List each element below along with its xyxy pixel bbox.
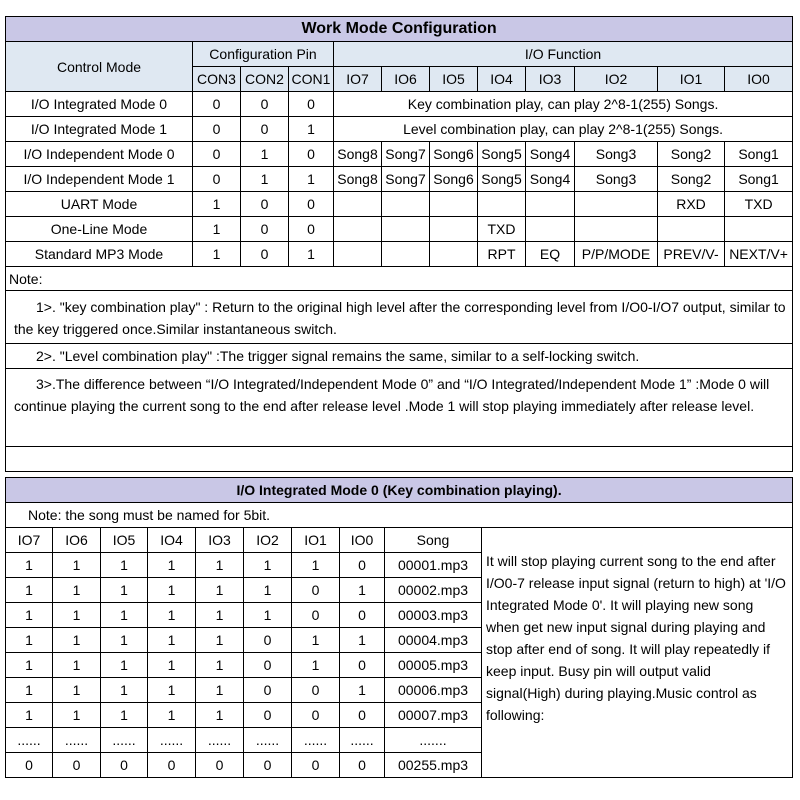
mode-cell: Standard MP3 Mode bbox=[6, 242, 193, 267]
bit-cell: 1 bbox=[148, 553, 196, 578]
io-cell bbox=[430, 217, 478, 242]
mode-cell: I/O Independent Mode 1 bbox=[6, 167, 193, 192]
config-pin-header: Configuration Pin bbox=[193, 42, 334, 67]
io-cell: Song1 bbox=[725, 142, 793, 167]
table-row bbox=[6, 242, 793, 267]
pin-header: CON1 bbox=[289, 67, 334, 92]
pin-cell: 0 bbox=[289, 217, 334, 242]
bit-cell: 0 bbox=[244, 628, 292, 653]
io-col-header: IO6 bbox=[53, 528, 101, 553]
bit-cell: 1 bbox=[340, 628, 385, 653]
pin-cell: 0 bbox=[241, 192, 289, 217]
pin-cell: 1 bbox=[241, 167, 289, 192]
pin-cell: 0 bbox=[241, 242, 289, 267]
table-row bbox=[6, 117, 793, 142]
io-cell: EQ bbox=[526, 242, 575, 267]
io-col-header: IO4 bbox=[478, 67, 526, 92]
mode-cell: UART Mode bbox=[6, 192, 193, 217]
song-cell: 00005.mp3 bbox=[385, 653, 482, 678]
integrated-title: I/O Integrated Mode 0 (Key combination playing). bbox=[6, 478, 793, 503]
io-col-header: IO2 bbox=[575, 67, 658, 92]
bit-cell: 1 bbox=[6, 678, 53, 703]
bit-cell: 1 bbox=[101, 603, 148, 628]
control-mode-header: Control Mode bbox=[6, 42, 193, 92]
ellipsis-cell: ...... bbox=[196, 728, 244, 753]
bit-cell: 0 bbox=[196, 753, 244, 778]
bit-cell: 0 bbox=[244, 753, 292, 778]
bit-cell: 1 bbox=[196, 578, 244, 603]
note-label: Note: bbox=[6, 267, 793, 291]
song-cell: 00001.mp3 bbox=[385, 553, 482, 578]
io-col-header: IO1 bbox=[658, 67, 725, 92]
pin-cell: 1 bbox=[289, 167, 334, 192]
io-cell bbox=[575, 217, 658, 242]
bit-cell: 1 bbox=[148, 653, 196, 678]
io-cell: Song3 bbox=[575, 167, 658, 192]
bit-cell: 0 bbox=[53, 753, 101, 778]
pin-cell: 0 bbox=[289, 142, 334, 167]
bit-cell: 1 bbox=[101, 703, 148, 728]
integrated-description: It will stop playing current song to the end after I/O0-7 release input signal (return to high) at 'I/O Integrated Mode 0'. It will playing new song when get new input signal during playing and stop after end of song. It will play repeatedly if keep input. Busy pin will output valid signal(High) during playing.Music control as following: bbox=[482, 528, 793, 778]
io-col-header: IO4 bbox=[148, 528, 196, 553]
note-3: 3>.The difference between “I/O Integrated/Independent Mode 0” and “I/O Integrated/Independent Mode 1” :Mode 0 will continue playing the current song to the end after release level .Mode 1 will stop playing immediately after release level. bbox=[6, 369, 793, 447]
pin-cell: 1 bbox=[241, 142, 289, 167]
bit-cell: 1 bbox=[340, 678, 385, 703]
io-cell: Song1 bbox=[725, 167, 793, 192]
io-cell: Song7 bbox=[382, 167, 430, 192]
io-col-header: IO7 bbox=[334, 67, 382, 92]
table-row bbox=[6, 142, 793, 167]
work-mode-title: Work Mode Configuration bbox=[6, 17, 793, 42]
bit-cell: 0 bbox=[244, 678, 292, 703]
song-cell: 00255.mp3 bbox=[385, 753, 482, 778]
bit-cell: 0 bbox=[244, 703, 292, 728]
bit-cell: 1 bbox=[196, 628, 244, 653]
io-cell bbox=[382, 217, 430, 242]
bit-cell: 1 bbox=[6, 628, 53, 653]
bit-cell: 1 bbox=[53, 603, 101, 628]
pin-cell: 0 bbox=[193, 117, 241, 142]
io-cell bbox=[526, 217, 575, 242]
io-cell bbox=[575, 192, 658, 217]
bit-cell: 0 bbox=[292, 753, 340, 778]
io-cell: RXD bbox=[658, 192, 725, 217]
song-cell: 00007.mp3 bbox=[385, 703, 482, 728]
mode-cell: I/O Integrated Mode 1 bbox=[6, 117, 193, 142]
bit-cell: 1 bbox=[148, 678, 196, 703]
song-cell: 00004.mp3 bbox=[385, 628, 482, 653]
bit-cell: 1 bbox=[6, 603, 53, 628]
bit-cell: 1 bbox=[196, 703, 244, 728]
io-col-header: IO3 bbox=[196, 528, 244, 553]
ellipsis-cell: ...... bbox=[340, 728, 385, 753]
mode-cell: I/O Integrated Mode 0 bbox=[6, 92, 193, 117]
io-cell: Song5 bbox=[478, 142, 526, 167]
bit-cell: 0 bbox=[101, 753, 148, 778]
pin-cell: 0 bbox=[193, 142, 241, 167]
io-col-header: IO5 bbox=[430, 67, 478, 92]
bit-cell: 1 bbox=[148, 703, 196, 728]
pin-cell: 0 bbox=[241, 217, 289, 242]
io-cell: Song4 bbox=[526, 142, 575, 167]
io-cell: TXD bbox=[478, 217, 526, 242]
note-2: 2>. "Level combination play" :The trigger signal remains the same, similar to a self-locking switch. bbox=[6, 344, 793, 369]
bit-cell: 1 bbox=[101, 628, 148, 653]
bit-cell: 0 bbox=[340, 703, 385, 728]
io-cell: Song2 bbox=[658, 167, 725, 192]
bit-cell: 1 bbox=[244, 578, 292, 603]
bit-cell: 1 bbox=[292, 653, 340, 678]
bit-cell: 1 bbox=[53, 578, 101, 603]
io-cell bbox=[334, 217, 382, 242]
io-cell bbox=[725, 217, 793, 242]
io-cell: Song5 bbox=[478, 167, 526, 192]
pin-cell: 1 bbox=[289, 117, 334, 142]
io-cell: Song3 bbox=[575, 142, 658, 167]
bit-cell: 1 bbox=[53, 628, 101, 653]
bit-cell: 0 bbox=[340, 603, 385, 628]
bit-cell: 1 bbox=[244, 603, 292, 628]
bit-cell: 1 bbox=[148, 603, 196, 628]
bit-cell: 1 bbox=[101, 678, 148, 703]
bit-cell: 1 bbox=[196, 553, 244, 578]
bit-cell: 1 bbox=[196, 603, 244, 628]
io-cell: Song6 bbox=[430, 167, 478, 192]
bit-cell: 1 bbox=[53, 678, 101, 703]
io-cell bbox=[382, 192, 430, 217]
io-cell bbox=[382, 242, 430, 267]
bit-cell: 1 bbox=[196, 678, 244, 703]
io-cell bbox=[658, 217, 725, 242]
bit-cell: 0 bbox=[292, 703, 340, 728]
bit-cell: 1 bbox=[148, 578, 196, 603]
bit-cell: 1 bbox=[292, 628, 340, 653]
pin-cell: 0 bbox=[289, 92, 334, 117]
io-cell bbox=[430, 242, 478, 267]
io-col-header: IO7 bbox=[6, 528, 53, 553]
ellipsis-cell: ...... bbox=[292, 728, 340, 753]
pin-cell: 1 bbox=[289, 242, 334, 267]
io-col-header: IO3 bbox=[526, 67, 575, 92]
pin-cell: 1 bbox=[193, 217, 241, 242]
bit-cell: 1 bbox=[6, 653, 53, 678]
io-cell: P/P/MODE bbox=[575, 242, 658, 267]
pin-cell: 0 bbox=[193, 92, 241, 117]
bit-cell: 1 bbox=[148, 628, 196, 653]
bit-cell: 1 bbox=[101, 578, 148, 603]
io-cell: PREV/V- bbox=[658, 242, 725, 267]
io-col-header: IO1 bbox=[292, 528, 340, 553]
io-cell bbox=[430, 192, 478, 217]
pin-header: CON2 bbox=[241, 67, 289, 92]
song-cell: 00006.mp3 bbox=[385, 678, 482, 703]
bit-cell: 0 bbox=[148, 753, 196, 778]
bit-cell: 1 bbox=[53, 553, 101, 578]
pin-cell: 0 bbox=[193, 167, 241, 192]
ellipsis-cell: ...... bbox=[53, 728, 101, 753]
empty-row bbox=[6, 447, 793, 472]
io-cell: Song6 bbox=[430, 142, 478, 167]
work-mode-table bbox=[5, 16, 793, 472]
song-cell: 00003.mp3 bbox=[385, 603, 482, 628]
io-col-header: IO6 bbox=[382, 67, 430, 92]
bit-cell: 0 bbox=[292, 678, 340, 703]
mode-cell: One-Line Mode bbox=[6, 217, 193, 242]
pin-cell: 0 bbox=[241, 92, 289, 117]
bit-cell: 1 bbox=[6, 703, 53, 728]
bit-cell: 0 bbox=[292, 578, 340, 603]
io-col-header: IO0 bbox=[340, 528, 385, 553]
ellipsis-cell: ...... bbox=[6, 728, 53, 753]
bit-cell: 1 bbox=[53, 703, 101, 728]
io-col-header: IO5 bbox=[101, 528, 148, 553]
bit-cell: 1 bbox=[101, 653, 148, 678]
ellipsis-cell: ....... bbox=[385, 728, 482, 753]
pin-cell: 0 bbox=[289, 192, 334, 217]
io-span-cell: Key combination play, can play 2^8-1(255) Songs. bbox=[334, 92, 793, 117]
bit-cell: 1 bbox=[244, 553, 292, 578]
bit-cell: 1 bbox=[101, 553, 148, 578]
io-cell: Song4 bbox=[526, 167, 575, 192]
integrated-note: Note: the song must be named for 5bit. bbox=[6, 503, 793, 528]
ellipsis-cell: ...... bbox=[148, 728, 196, 753]
bit-cell: 0 bbox=[292, 603, 340, 628]
bit-cell: 0 bbox=[340, 553, 385, 578]
io-function-header: I/O Function bbox=[334, 42, 793, 67]
table-row bbox=[6, 192, 793, 217]
io-cell: NEXT/V+ bbox=[725, 242, 793, 267]
io-cell: Song8 bbox=[334, 142, 382, 167]
bit-cell: 0 bbox=[244, 653, 292, 678]
ellipsis-cell: ...... bbox=[244, 728, 292, 753]
table-row bbox=[6, 92, 793, 117]
io-span-cell: Level combination play, can play 2^8-1(255) Songs. bbox=[334, 117, 793, 142]
io-cell bbox=[526, 192, 575, 217]
mode-cell: I/O Independent Mode 0 bbox=[6, 142, 193, 167]
pin-cell: 0 bbox=[241, 117, 289, 142]
ellipsis-cell: ...... bbox=[101, 728, 148, 753]
io-cell bbox=[478, 192, 526, 217]
io-col-header: IO2 bbox=[244, 528, 292, 553]
integrated-mode-table bbox=[5, 477, 793, 778]
note-1: 1>. "key combination play" : Return to the original high level after the corresponding level from I/O0-I/O7 output, similar to the key triggered once.Similar instantaneous switch. bbox=[6, 291, 793, 344]
table-row bbox=[6, 167, 793, 192]
io-cell: TXD bbox=[725, 192, 793, 217]
song-col-header: Song bbox=[385, 528, 482, 553]
pin-header: CON3 bbox=[193, 67, 241, 92]
bit-cell: 0 bbox=[340, 653, 385, 678]
pin-cell: 1 bbox=[193, 242, 241, 267]
bit-cell: 1 bbox=[6, 578, 53, 603]
bit-cell: 1 bbox=[53, 653, 101, 678]
io-col-header: IO0 bbox=[725, 67, 793, 92]
io-cell bbox=[334, 192, 382, 217]
io-cell: RPT bbox=[478, 242, 526, 267]
io-cell: Song2 bbox=[658, 142, 725, 167]
io-cell: Song8 bbox=[334, 167, 382, 192]
bit-cell: 0 bbox=[340, 753, 385, 778]
song-cell: 00002.mp3 bbox=[385, 578, 482, 603]
bit-cell: 1 bbox=[292, 553, 340, 578]
io-cell: Song7 bbox=[382, 142, 430, 167]
io-cell bbox=[334, 242, 382, 267]
bit-cell: 1 bbox=[196, 653, 244, 678]
bit-cell: 0 bbox=[6, 753, 53, 778]
table-row bbox=[6, 217, 793, 242]
bit-cell: 1 bbox=[340, 578, 385, 603]
pin-cell: 1 bbox=[193, 192, 241, 217]
bit-cell: 1 bbox=[6, 553, 53, 578]
